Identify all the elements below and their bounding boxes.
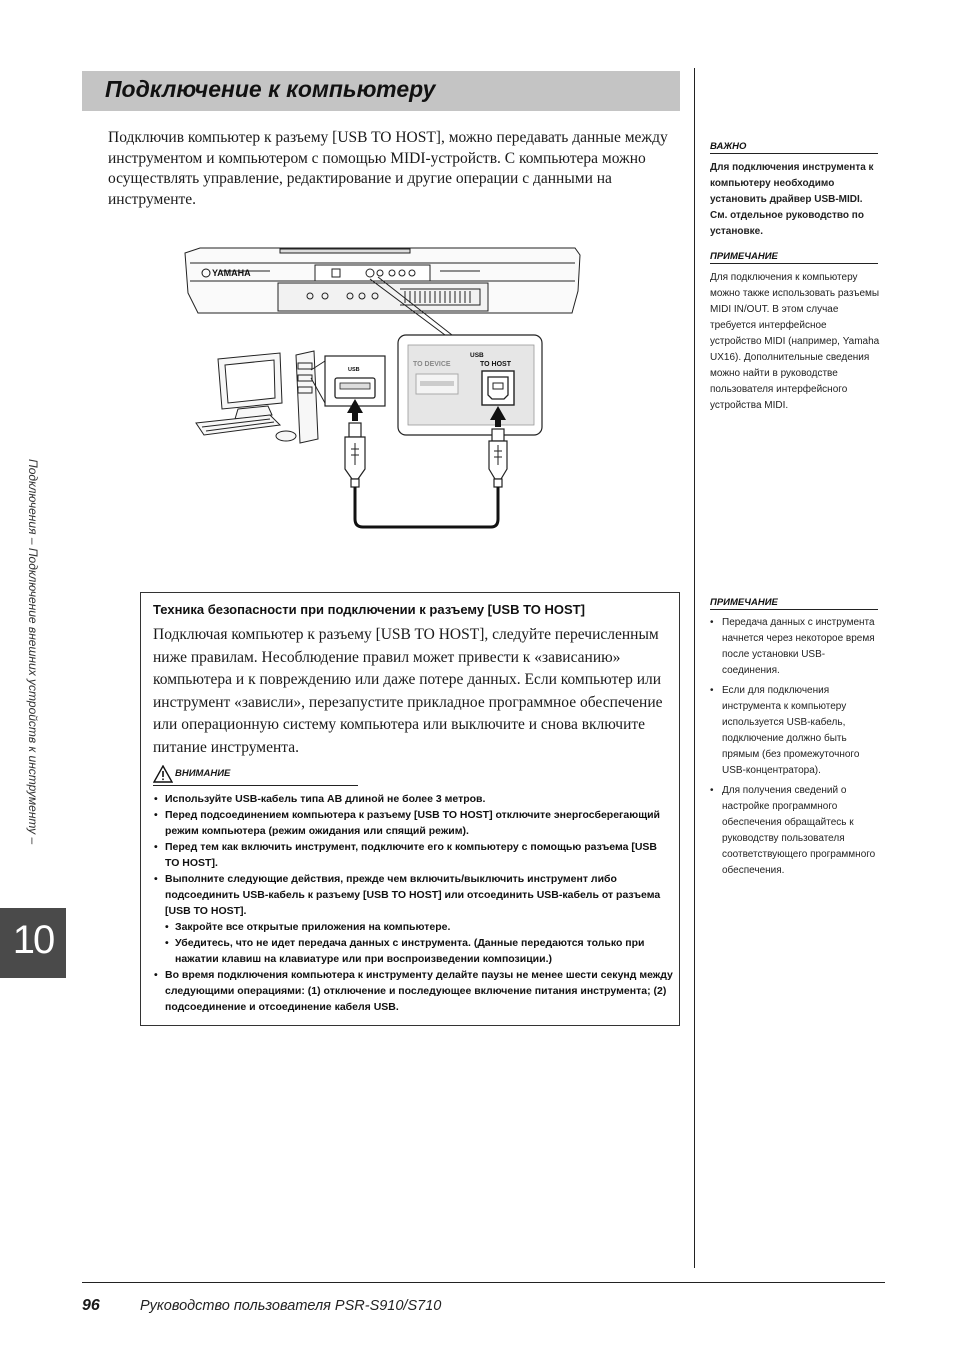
caution-list	[153, 791, 673, 1015]
chapter-number: 10	[12, 918, 54, 962]
safety-title: Техника безопасности при подключении к разъему [USB TO HOST]	[153, 602, 585, 617]
list-item: • Во время подключения компьютера к инструменту делайте паузы не менее шести секунд между следующими операциями: (1) отключение и последующее включение питания инструмента; (2) подсоединение и отсоединение кабеля USB.	[153, 967, 673, 1015]
warning-icon	[153, 765, 173, 783]
usb-to-host-port	[482, 371, 514, 405]
brand-logo: YAMAHA	[212, 268, 251, 278]
svg-text:USB: USB	[470, 352, 484, 359]
safety-body: Подключая компьютер к разъему [USB TO HOST], следуйте перечисленным ниже правилам. Несоблюдение правил может привести к «зависанию» компьютера и к повреждению или даже потере данных. Если компьютер или инструмент «зависли», перезапустите прикладное программное обеспечение или операционную систему компьютера или выключите и снова включите питание инструмента.	[153, 626, 663, 756]
note-heading-2: ПРИМЕЧАНИЕ	[710, 597, 878, 610]
connection-diagram	[180, 243, 590, 533]
svg-text:USB: USB	[348, 367, 360, 373]
list-item: • Для получения сведений о настройке программного обеспечения обращайтесь к руководству пользователя соответствующего программного обеспечения.	[710, 783, 878, 879]
list-subitem: • Убедитесь, что не идет передача данных с инструмента. (Данные передаются только при нажатии клавиш на клавиатуре или при воспроизведении композиции.)	[153, 935, 673, 967]
side-caption: Подключения – Подключение внешних устройств к инструменту –	[26, 459, 40, 845]
list-subitem: • Закройте все открытые приложения на компьютере.	[153, 919, 673, 935]
intro-paragraph: Подключив компьютер к разъему [USB TO HOST], можно передавать данные между инструментом и компьютером с помощью MIDI-устройств. С компьютера можно осуществлять управление, редактирование и другие операции с данными на инструменте.	[108, 129, 668, 208]
to-host-label: TO HOST	[480, 361, 511, 368]
caution-heading	[153, 765, 358, 786]
list-item: • Если для подключения инструмента к компьютеру используется USB-кабель, подключение должно быть прямым (без промежуточного USB-концентратора).	[710, 683, 878, 779]
safety-box	[140, 592, 680, 1026]
list-item: • Перед тем как включить инструмент, подключите его к компьютеру с помощью разъема [USB TO HOST].	[153, 839, 673, 871]
list-item: • Выполните следующие действия, прежде чем включить/выключить инструмент либо подсоединить USB-кабель к разъему [USB TO HOST] или отсоединить USB-кабель от разъема [USB TO HOST].	[153, 871, 673, 919]
list-item: • Используйте USB-кабель типа AB длиной не более 3 метров.	[153, 791, 673, 807]
footer-rule	[82, 1282, 885, 1283]
page-title: Подключение к компьютеру	[105, 76, 436, 102]
computer-illustration	[196, 351, 318, 443]
manual-title: Руководство пользователя PSR-S910/S710	[140, 1298, 442, 1314]
note-heading-1: ПРИМЕЧАНИЕ	[710, 251, 878, 264]
list-item: • Передача данных с инструмента начнется через некоторое время после установки USB-соединения.	[710, 615, 878, 679]
usb-cable	[355, 487, 498, 527]
page-number: 96	[82, 1297, 100, 1314]
column-divider	[694, 68, 695, 1268]
to-device-label: TO DEVICE	[413, 361, 451, 368]
note-list-2	[710, 615, 878, 883]
caution-label: ВНИМАНИЕ	[175, 768, 231, 779]
chapter-tab	[0, 908, 66, 978]
list-item: • Перед подсоединением компьютера к разъему [USB TO HOST] отключите энергосберегающий режим компьютера (режим ожидания или спящий режим).	[153, 807, 673, 839]
note-text-1: Для подключения к компьютеру можно также использовать разъемы MIDI IN/OUT. В этом случае требуется интерфейсное устройство MIDI (например, Yamaha UX16). Дополнительные сведения можно найти в руководстве пользователя интерфейсного устройства MIDI.	[710, 272, 880, 411]
important-text: Для подключения инструмента к компьютеру необходимо установить драйвер USB-MIDI. См. отдельное руководство по установке.	[710, 162, 874, 237]
important-heading: ВАЖНО	[710, 141, 878, 154]
section-title-bar	[82, 71, 680, 111]
